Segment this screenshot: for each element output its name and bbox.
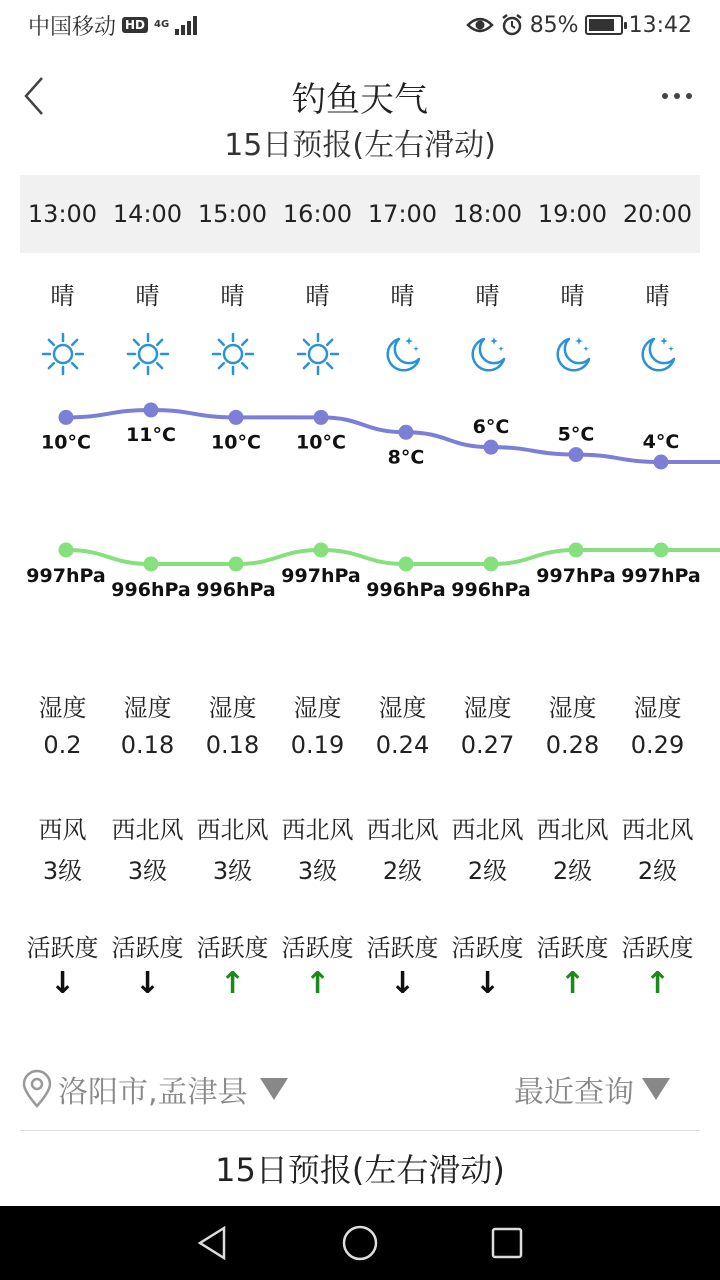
- square-recents-icon: [490, 1226, 524, 1260]
- weather-text: 晴: [390, 282, 415, 310]
- temperature-label: 11°C: [126, 424, 176, 446]
- hour-label: 15:00: [197, 200, 268, 228]
- humidity-label: 湿度: [123, 694, 172, 722]
- page-title: 钓鱼天气: [292, 79, 428, 120]
- sun-icon: [190, 328, 275, 380]
- location-pin-icon: [20, 1070, 54, 1108]
- location-selector[interactable]: [20, 1067, 288, 1111]
- humidity-label: 湿度: [208, 694, 257, 722]
- pressure-point: [144, 557, 159, 572]
- wind-level: 2级: [637, 857, 678, 885]
- pressure-label: 997hPa: [26, 565, 106, 587]
- pressure-label: 996hPa: [111, 579, 191, 601]
- temperature-point: [399, 425, 414, 440]
- pressure-label: 996hPa: [366, 579, 446, 601]
- wind-level: 3级: [127, 857, 168, 885]
- moon-icon: [615, 328, 700, 380]
- more-options-button[interactable]: [652, 78, 702, 114]
- more-dot-icon: [674, 93, 680, 99]
- nav-home-button[interactable]: [335, 1218, 385, 1268]
- wind-direction: 西北风: [111, 816, 184, 844]
- humidity-value: 0.19: [290, 731, 345, 759]
- weather-text: 晴: [220, 282, 245, 310]
- system-nav-bar: [0, 1206, 720, 1280]
- humidity-label: 湿度: [633, 694, 682, 722]
- clock: 13:42: [628, 12, 692, 38]
- weather-text: 晴: [135, 282, 160, 310]
- activity-trend-row: [20, 966, 700, 1001]
- temperature-point: [569, 447, 584, 462]
- activity-label: 活跃度: [451, 934, 524, 962]
- pressure-point: [399, 557, 414, 572]
- pressure-point: [569, 543, 584, 558]
- humidity-value-row: [20, 731, 700, 759]
- network-type: 4G: [154, 19, 170, 30]
- humidity-value: 0.24: [375, 731, 430, 759]
- wind-direction: 西北风: [451, 816, 524, 844]
- divider: [20, 1130, 700, 1131]
- wind-level: 2级: [552, 857, 593, 885]
- temperature-point: [654, 455, 669, 470]
- hour-label: 14:00: [112, 200, 183, 228]
- hour-label: 16:00: [282, 200, 353, 228]
- arrow-up-icon: ↑: [644, 966, 671, 1001]
- arrow-down-icon: ↓: [49, 966, 76, 1001]
- humidity-label: 湿度: [463, 694, 512, 722]
- activity-label: 活跃度: [366, 934, 439, 962]
- pressure-label: 997hPa: [621, 565, 701, 587]
- wind-level: 3级: [297, 857, 338, 885]
- wind-level: 3级: [212, 857, 253, 885]
- scrolled-section-title: 15日预报(左右滑动): [224, 128, 496, 163]
- weather-text: 晴: [645, 282, 670, 310]
- wind-direction-row: [20, 810, 700, 845]
- activity-label: 活跃度: [536, 934, 609, 962]
- nav-back-button[interactable]: [188, 1218, 238, 1268]
- wind-direction: 西北风: [366, 816, 439, 844]
- hour-row: [20, 175, 700, 253]
- pressure-label: 997hPa: [281, 565, 361, 587]
- recent-query-dropdown[interactable]: [514, 1067, 700, 1111]
- pressure-label: 997hPa: [536, 565, 616, 587]
- arrow-up-icon: ↑: [219, 966, 246, 1001]
- humidity-value: 0.2: [43, 731, 82, 759]
- temperature-point: [59, 410, 74, 425]
- pressure-label: 996hPa: [196, 579, 276, 601]
- pressure-label: 996hPa: [451, 579, 531, 601]
- dropdown-triangle-icon: [260, 1078, 288, 1100]
- chevron-left-icon: [22, 76, 46, 116]
- wind-level: 2级: [467, 857, 508, 885]
- temperature-label: 10°C: [211, 431, 261, 454]
- temperature-label: 10°C: [41, 431, 91, 454]
- arrow-down-icon: ↓: [389, 966, 416, 1001]
- hour-label: 20:00: [622, 200, 693, 228]
- moon-icon: [360, 328, 445, 380]
- temperature-point: [144, 403, 159, 418]
- humidity-value: 0.18: [120, 731, 175, 759]
- hour-label: 17:00: [367, 200, 438, 228]
- humidity-value: 0.18: [205, 731, 260, 759]
- pressure-point: [314, 543, 329, 558]
- triangle-back-icon: [196, 1225, 230, 1261]
- forecast-15day-button[interactable]: 15日预报(左右滑动): [215, 1151, 505, 1189]
- weather-text: 晴: [50, 282, 75, 310]
- weather-icon-row: [20, 328, 700, 380]
- wind-level: 2级: [382, 857, 423, 885]
- wind-direction: 西北风: [196, 816, 269, 844]
- humidity-label: 湿度: [548, 694, 597, 722]
- activity-label: 活跃度: [196, 934, 269, 962]
- pressure-point: [484, 557, 499, 572]
- more-dot-icon: [662, 93, 668, 99]
- activity-label: 活跃度: [621, 934, 694, 962]
- temperature-point: [314, 410, 329, 425]
- temperature-label: 8°C: [387, 446, 425, 469]
- nav-recents-button[interactable]: [482, 1218, 532, 1268]
- weather-text: 晴: [560, 282, 585, 310]
- status-right: [466, 13, 692, 38]
- location-bar: [20, 1060, 700, 1118]
- humidity-label-row: [20, 688, 700, 723]
- humidity-value: 0.27: [460, 731, 515, 759]
- moon-icon: [445, 328, 530, 380]
- pressure-point: [59, 543, 74, 558]
- more-dot-icon: [686, 93, 692, 99]
- location-text: 洛阳市,孟津县: [58, 1075, 248, 1110]
- temperature-point: [229, 410, 244, 425]
- signal-icon: [175, 15, 197, 35]
- status-left: [28, 10, 197, 41]
- wind-direction: 西北风: [281, 816, 354, 844]
- back-button[interactable]: [12, 70, 56, 122]
- battery-percent: 85%: [529, 12, 579, 38]
- alarm-icon: [500, 13, 524, 37]
- hourly-chart: [0, 380, 720, 620]
- temperature-label: 6°C: [472, 416, 510, 439]
- temperature-point: [484, 440, 499, 455]
- weather-text: 晴: [305, 282, 330, 310]
- arrow-up-icon: ↑: [559, 966, 586, 1001]
- activity-label: 活跃度: [111, 934, 184, 962]
- temperature-label: 5°C: [557, 423, 595, 446]
- battery-icon: [585, 15, 623, 35]
- wind-direction: 西北风: [536, 816, 609, 844]
- humidity-label: 湿度: [293, 694, 342, 722]
- wind-level-row: [20, 851, 700, 886]
- hd-badge: HD: [122, 17, 148, 33]
- weather-row: [20, 276, 700, 311]
- weather-text: 晴: [475, 282, 500, 310]
- arrow-down-icon: ↓: [474, 966, 501, 1001]
- dropdown-triangle-icon: [642, 1078, 670, 1100]
- recent-query-text: 最近查询: [514, 1075, 634, 1110]
- circle-home-icon: [341, 1224, 379, 1262]
- carrier-name: 中国移动: [28, 14, 117, 40]
- wind-level: 3级: [42, 857, 83, 885]
- humidity-label: 湿度: [38, 694, 87, 722]
- hour-label: 18:00: [452, 200, 523, 228]
- activity-label: 活跃度: [26, 934, 99, 962]
- humidity-label: 湿度: [378, 694, 427, 722]
- temperature-label: 4°C: [642, 431, 680, 453]
- status-bar: [0, 0, 720, 50]
- sun-icon: [275, 328, 360, 380]
- humidity-value: 0.28: [545, 731, 600, 759]
- moon-icon: [530, 328, 615, 380]
- humidity-value: 0.29: [630, 731, 685, 759]
- arrow-down-icon: ↓: [134, 966, 161, 1001]
- pressure-point: [229, 557, 244, 572]
- wind-direction: 西风: [38, 816, 87, 844]
- temperature-label: 10°C: [296, 431, 346, 454]
- hour-label: 19:00: [537, 200, 608, 228]
- pressure-point: [654, 543, 669, 558]
- pressure-line: [66, 550, 720, 564]
- wind-direction: 西北风: [621, 816, 694, 844]
- sun-icon: [20, 328, 105, 380]
- hour-label: 13:00: [27, 200, 98, 228]
- activity-label-row: [20, 928, 700, 963]
- arrow-up-icon: ↑: [304, 966, 331, 1001]
- activity-label: 活跃度: [281, 934, 354, 962]
- eye-icon: [466, 15, 494, 35]
- sun-icon: [105, 328, 190, 380]
